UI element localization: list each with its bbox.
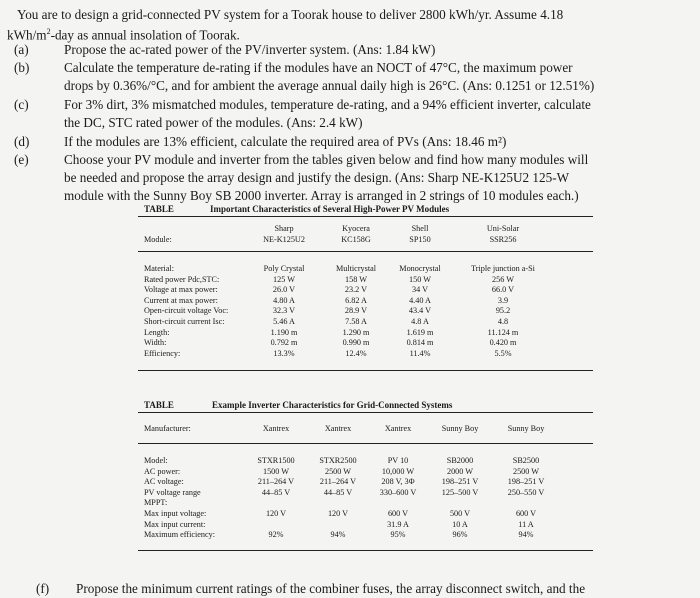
table1-values-kyocera: Multicrystal 158 W 23.2 V 6.82 A 28.9 V 7.58 A 1.290 m 0.990 m 12.4% bbox=[335, 264, 377, 358]
table1-col-kyocera: Kyocera KC158G bbox=[341, 224, 371, 244]
table1-values-shell: Monocrystal 150 W 34 V 4.40 A 43.4 V 4.8 A 1.619 m 0.814 m 11.4% bbox=[399, 264, 441, 358]
table2-values-4: SB2000 2000 W 198–251 V 125–500 V 500 V 10 A 96% bbox=[441, 456, 479, 540]
table2-header-label: Manufacturer: bbox=[144, 424, 191, 433]
table2-row-labels: Model: AC power: AC voltage: PV voltage range MPPT: Max input voltage: Max input current: Maximum efficiency: bbox=[144, 456, 216, 540]
intro-line-2: kWh/$m^2$-day as annual insolation of Toorak. bbox=[7, 27, 240, 43]
question-b-line-1: Calculate the temperature de-rating if the modules have an NOCT of 47°C, the maximum power bbox=[64, 60, 573, 75]
table2-label: TABLE bbox=[144, 400, 174, 410]
table1-bottom-rule bbox=[138, 370, 593, 371]
table2-col-2: Xantrex bbox=[324, 424, 352, 433]
table2-values-3: PV 10 10,000 W 208 V, 3Φ 330–600 V 600 V 31.9 A 95% bbox=[379, 456, 417, 540]
question-a-line: Propose the ac-rated power of the PV/inverter system. (Ans: 1.84 kW) bbox=[64, 42, 436, 57]
table1-values-sharp: Poly Crystal 125 W 26.0 V 4.80 A 32.3 V 5.46 A 1.190 m 0.792 m 13.3% bbox=[263, 264, 305, 358]
intro-line-1: You are to design a grid-connected PV system for a Toorak house to deliver 2800 kWh/yr. Assume 4.18 bbox=[17, 7, 564, 22]
table2-col-5: Sunny Boy bbox=[507, 424, 545, 433]
table2-col-4: Sunny Boy bbox=[441, 424, 479, 433]
table1-col-sharp: Sharp NE-K125U2 bbox=[263, 224, 305, 244]
table2-col-3: Xantrex bbox=[384, 424, 412, 433]
table1-mid-rule bbox=[138, 251, 593, 252]
table2-mid-rule bbox=[138, 443, 593, 444]
table2-top-rule bbox=[138, 412, 593, 413]
table1-header-label: Module: bbox=[144, 235, 172, 244]
question-e-line-1: Choose your PV module and inverter from the tables given below and find how many modules will bbox=[64, 152, 589, 167]
question-b-label: (b) bbox=[14, 60, 30, 75]
question-e-line-3: module with the Sunny Boy SB 2000 inverter. Array is arranged in 2 strings of 10 modules each.) bbox=[64, 188, 579, 203]
table1-label: TABLE bbox=[144, 204, 174, 214]
table1-col-unisolar: Uni-Solar SSR256 bbox=[486, 224, 520, 244]
table2-col-1: Xantrex bbox=[262, 424, 290, 433]
question-f-label: (f) bbox=[36, 581, 50, 596]
question-b-line-2: drops by 0.36%/°C, and for ambient the average annual daily high is 26°C. (Ans: 0.1251 or 12.51%) bbox=[64, 78, 595, 93]
question-d-label: (d) bbox=[14, 134, 30, 149]
question-e-line-2: be needed and propose the array design and justify the design. (Ans: Sharp NE-K125U2 125-W bbox=[64, 170, 570, 185]
question-c-label: (c) bbox=[14, 97, 29, 112]
table1-col-shell: Shell SP150 bbox=[409, 224, 431, 244]
question-f-line: Propose the minimum current ratings of the combiner fuses, the array disconnect switch, and the bbox=[76, 581, 586, 596]
question-e-label: (e) bbox=[14, 152, 29, 167]
question-d-line: If the modules are 13% efficient, calculate the required area of PVs (Ans: 18.46 m²) bbox=[64, 134, 507, 149]
question-c-line-1: For 3% dirt, 3% mismatched modules, temperature de-rating, and a 94% efficient inverter, calculate bbox=[64, 97, 591, 112]
table1-values-unisolar: Triple junction a-Si 256 W 66.0 V 3.9 95.2 4.8 11.124 m 0.420 m 5.5% bbox=[471, 264, 535, 358]
table1-title: Important Characteristics of Several High-Power PV Modules bbox=[210, 204, 450, 214]
table1-row-labels: Material: Rated power Pdc,STC: Voltage at max power: Current at max power: Open-circuit voltage Voc: Short-circuit current Isc: Length: Width: Efficiency: bbox=[144, 264, 229, 358]
question-c-line-2: the DC, STC rated power of the modules. (Ans: 2.4 kW) bbox=[64, 115, 363, 130]
question-a-label: (a) bbox=[14, 42, 29, 57]
table2-title: Example Inverter Characteristics for Grid-Connected Systems bbox=[212, 400, 453, 410]
table2-bottom-rule bbox=[138, 550, 593, 551]
table1-top-rule bbox=[138, 216, 593, 217]
table2-values-2: STXR2500 2500 W 211–264 V 44–85 V 120 V 94% bbox=[319, 456, 357, 540]
table2-values-1: STXR1500 1500 W 211–264 V 44–85 V 120 V 92% bbox=[257, 456, 295, 540]
table2-values-5: SB2500 2500 W 198–251 V 250–550 V 600 V 11 A 94% bbox=[507, 456, 545, 540]
